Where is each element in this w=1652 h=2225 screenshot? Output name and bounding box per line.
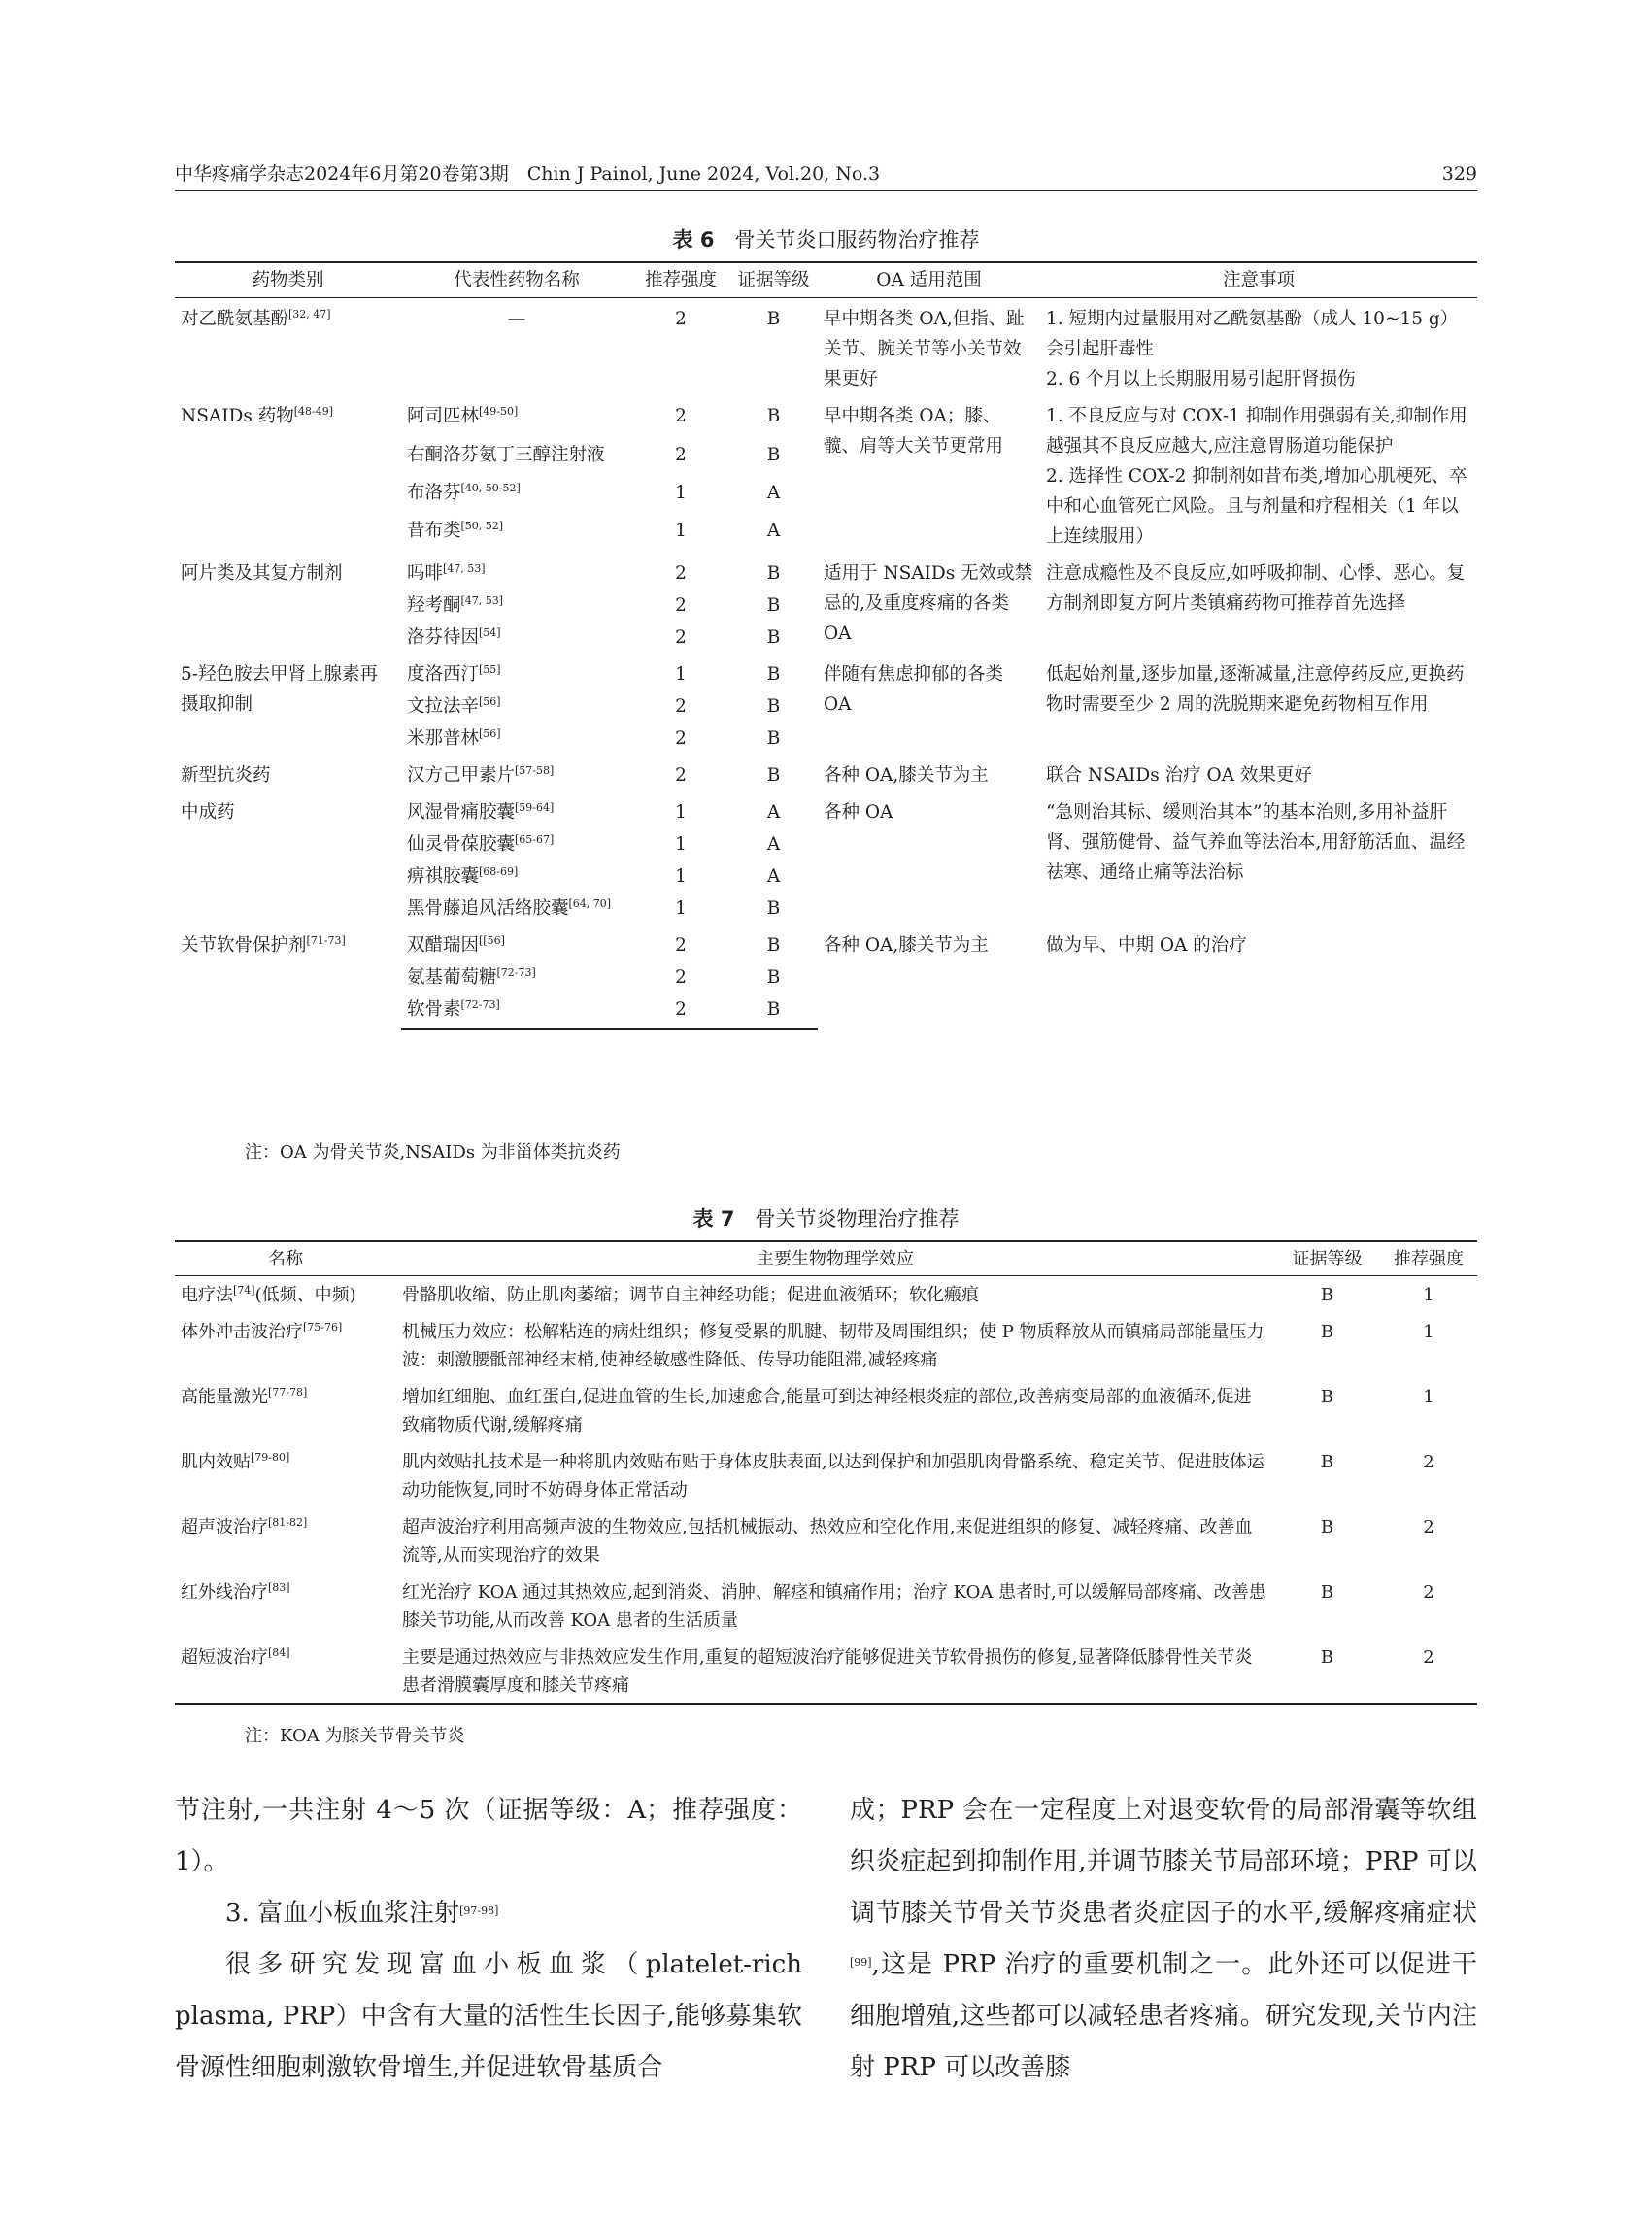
evidence-grade: B	[1320, 1452, 1334, 1472]
recommendation-strength: 2	[675, 444, 687, 465]
recommendation-strength: 2	[675, 309, 687, 329]
recommendation-strength: 2	[1423, 1452, 1434, 1472]
drug-name: 度洛西汀[55]	[407, 663, 501, 685]
drug-category: NSAIDs 药物[48-49]	[181, 405, 334, 426]
table6-caption	[175, 225, 1477, 254]
table6-header-row	[175, 262, 1477, 298]
drug-name: 吗啡[47, 53]	[407, 562, 486, 584]
table7-header-row	[175, 1241, 1477, 1276]
table7-row	[175, 1573, 1477, 1638]
evidence-grade: B	[766, 664, 781, 685]
biophysical-effect: 增加红细胞、血红蛋白,促进血管的生长,加速愈合,能量可到达神经根炎症的部位,改善病变局部的血液循环,促进致痛物质代谢,缓解疼痛	[402, 1387, 1252, 1435]
drug-name: 风湿骨痛胶囊[59-64]	[407, 801, 555, 823]
evidence-grade: A	[766, 802, 781, 823]
drug-name: 汉方己甲素片[57-58]	[407, 764, 555, 786]
table7-col-header: 名称	[175, 1241, 396, 1276]
evidence-grade: A	[766, 482, 781, 503]
table6-col-header: 代表性药物名称	[401, 262, 632, 298]
evidence-grade: B	[766, 696, 781, 717]
recommendation-strength: 2	[632, 994, 729, 1029]
drug-name: 右酮洛芬氨丁三醇注射液	[407, 444, 605, 465]
recommendation-strength: 1	[675, 898, 687, 919]
evidence-grade: A	[766, 834, 781, 855]
evidence-grade: B	[766, 967, 781, 988]
table6-title: 骨关节炎口服药物治疗推荐	[734, 228, 980, 252]
drug-name: 洛芬待因[54]	[407, 626, 501, 648]
page-number: 329	[1441, 163, 1477, 185]
recommendation-strength: 2	[675, 728, 687, 749]
evidence-grade: B	[766, 595, 781, 616]
running-head	[175, 161, 1477, 191]
table6-body	[175, 298, 1477, 1030]
journal-citation: 中华疼痛学杂志2024年6月第20卷第3期 Chin J Painol, June 2024, Vol.20, No.3	[175, 163, 881, 185]
drug-name: 羟考酮[47, 53]	[407, 594, 504, 616]
oa-scope: 早中期各类 OA,但指、趾关节、腕关节等小关节效果更好	[824, 309, 1025, 389]
recommendation-strength: 2	[675, 935, 687, 956]
table7-row	[175, 1313, 1477, 1378]
body-left-column	[175, 1785, 802, 2094]
evidence-grade: B	[1320, 1517, 1334, 1537]
therapy-name: 红外线治疗[83]	[181, 1581, 290, 1602]
body-paragraph: 很多研究发现富血小板血浆（platelet-rich plasma, PRP）中含有大量的活性生长因子,能够募集软骨源性细胞刺激软骨增生,并促进软骨基质合	[175, 1950, 802, 2082]
drug-name: 痹祺胶囊[68-69]	[407, 865, 519, 887]
evidence-grade: B	[766, 627, 781, 648]
drug-name: 黑骨藤追风活络胶囊[64, 70]	[407, 897, 612, 919]
drug-name: 仙灵骨葆胶囊[65-67]	[407, 833, 555, 855]
recommendation-strength: 2	[1423, 1582, 1434, 1602]
table7-note: 注：KOA 为膝关节骨关节炎	[245, 1726, 465, 1746]
evidence-grade: B	[766, 765, 781, 786]
biophysical-effect: 肌内效贴扎技术是一种将肌内效贴布贴于身体皮肤表面,以达到保护和加强肌肉骨骼系统、稳定关节、促进肢体运动功能恢复,同时不妨碍身体正常活动	[402, 1452, 1264, 1500]
therapy-name: 超声波治疗[81-82]	[181, 1516, 308, 1537]
recommendation-strength: 2	[1380, 1638, 1477, 1704]
precautions: 低起始剂量,逐步加量,逐渐减量,注意停药反应,更换药物时需要至少 2 周的洗脱期来避免药物相互作用	[1046, 664, 1465, 715]
recommendation-strength: 2	[675, 595, 687, 616]
precautions: 1. 短期内过量服用对乙酰氨基酚（成人 10~15 g）会引起肝毒性 2. 6 个月以上长期服用易引起肝肾损伤	[1046, 309, 1459, 389]
recommendation-strength: 1	[1423, 1387, 1434, 1407]
table7-row	[175, 1276, 1477, 1314]
table6-col-header: OA 适用范围	[818, 262, 1040, 298]
table6-col-header: 药物类别	[175, 262, 401, 298]
drug-name: 双醋瑞因[[56]	[407, 934, 505, 956]
drug-category: 5-羟色胺去甲肾上腺素再摄取抑制	[181, 664, 379, 715]
body-paragraph: 节注射,一共注射 4～5 次（证据等级：A；推荐强度：1）。	[175, 1796, 802, 1876]
drug-name: 米那普林[56]	[407, 727, 501, 749]
table6-col-header: 证据等级	[729, 262, 818, 298]
recommendation-strength: 2	[675, 696, 687, 717]
drug-category: 新型抗炎药	[181, 765, 271, 786]
evidence-grade: B	[1320, 1322, 1334, 1342]
table6-row	[175, 925, 1477, 961]
drug-name: 布洛芬[40, 50-52]	[407, 481, 521, 503]
oa-scope: 早中期各类 OA；膝、髋、肩等大关节更常用	[824, 406, 1004, 456]
drug-category: 关节软骨保护剂[71-73]	[181, 934, 346, 956]
recommendation-strength: 1	[675, 664, 687, 685]
evidence-grade: A	[766, 520, 781, 541]
biophysical-effect: 红光治疗 KOA 通过其热效应,起到消炎、消肿、解痉和镇痛作用；治疗 KOA 患者时,可以缓解局部疼痛、改善患膝关节功能,从而改善 KOA 患者的生活质量	[402, 1582, 1266, 1631]
table6-note: 注：OA 为骨关节炎,NSAIDs 为非甾体类抗炎药	[245, 1142, 621, 1163]
table6-col-header: 注意事项	[1040, 262, 1477, 298]
table6-row	[175, 755, 1477, 792]
table7-col-header: 主要生物物理学效应	[396, 1241, 1274, 1276]
table6-row	[175, 298, 1477, 396]
evidence-grade: B	[729, 994, 818, 1029]
drug-name: 文拉法辛[56]	[407, 695, 501, 717]
oa-scope: 各种 OA,膝关节为主	[824, 935, 989, 956]
table7-col-header: 证据等级	[1274, 1241, 1380, 1276]
recommendation-strength: 2	[1423, 1517, 1434, 1537]
table7-title: 骨关节炎物理治疗推荐	[755, 1207, 960, 1230]
recommendation-strength: 2	[675, 765, 687, 786]
therapy-name: 电疗法[74](低频、中频)	[181, 1284, 356, 1305]
table7-row	[175, 1508, 1477, 1573]
body-right-column	[850, 1785, 1477, 2094]
recommendation-strength: 1	[1423, 1322, 1434, 1342]
recommendation-strength: 1	[675, 482, 687, 503]
biophysical-effect: 主要是通过热效应与非热效应发生作用,重复的超短波治疗能够促进关节软骨损伤的修复,显著降低膝骨性关节炎患者滑膜囊厚度和膝关节疼痛	[396, 1638, 1274, 1704]
drug-name: 昔布类[50, 52]	[407, 519, 504, 541]
table6-row	[175, 553, 1477, 590]
precautions: 联合 NSAIDs 治疗 OA 效果更好	[1046, 765, 1312, 786]
drug-category: 对乙酰氨基酚[32, 47]	[181, 308, 331, 329]
biophysical-effect: 机械压力效应：松解粘连的病灶组织；修复受累的肌腱、韧带及周围组织；使 P 物质释放从而镇痛局部能量压力波：刺激腰骶部神经末梢,使神经敏感性降低、传导功能阻滞,减轻疼痛	[402, 1322, 1264, 1370]
evidence-grade: B	[766, 563, 781, 584]
table7-row	[175, 1378, 1477, 1443]
recommendation-strength: 1	[675, 866, 687, 887]
precautions: 1. 不良反应与对 COX-1 抑制作用强弱有关,抑制作用越强其不良反应越大,应注意胃肠道功能保护 2. 选择性 COX-2 抑制剂如昔布类,增加心肌梗死、卒中和心血管死亡风险。且与剂量和疗程相关（1 年以上连续服用）	[1046, 406, 1467, 547]
evidence-grade: B	[1320, 1387, 1334, 1407]
drug-name: 阿司匹林[49-50]	[407, 405, 519, 426]
recommendation-strength: 2	[675, 967, 687, 988]
evidence-grade: B	[766, 898, 781, 919]
drug-category: 中成药	[181, 802, 235, 823]
oa-scope: 适用于 NSAIDs 无效或禁忌的,及重度疼痛的各类 OA	[824, 563, 1033, 644]
recommendation-strength: 2	[675, 563, 687, 584]
table6-label: 表 6	[672, 228, 715, 252]
body-paragraph: 成；PRP 会在一定程度上对退变软骨的局部滑囊等软组织炎症起到抑制作用,并调节膝关节局部环境；PRP 可以调节膝关节骨关节炎患者炎症因子的水平,缓解疼痛症状[99],这是 PRP 治疗的重要机制之一。此外还可以促进干细胞增殖,这些都可以减轻患者疼痛。研究发现,关节内注射 PRP 可以改善膝	[850, 1796, 1477, 2082]
table6-row	[175, 654, 1477, 691]
recommendation-strength: 1	[675, 520, 687, 541]
table6-col-header: 推荐强度	[632, 262, 729, 298]
biophysical-effect: 超声波治疗利用高频声波的生物效应,包括机械振动、热效应和空化作用,来促进组织的修复、减轻疼痛、改善血流等,从而实现治疗的效果	[402, 1517, 1253, 1566]
evidence-grade: B	[1320, 1285, 1334, 1305]
evidence-grade: B	[766, 309, 781, 329]
recommendation-strength: 1	[1423, 1285, 1434, 1305]
evidence-grade: B	[1320, 1582, 1334, 1602]
precautions: 注意成瘾性及不良反应,如呼吸抑制、心悸、恶心。复方制剂即复方阿片类镇痛药物可推荐首先选择	[1046, 563, 1466, 614]
drug-category: 阿片类及其复方制剂	[181, 563, 343, 584]
biophysical-effect: 骨骼肌收缩、防止肌肉萎缩；调节自主神经功能；促进血液循环；软化瘢痕	[402, 1285, 979, 1305]
table7-col-header: 推荐强度	[1380, 1241, 1477, 1276]
therapy-name: 高能量激光[77-78]	[181, 1386, 308, 1407]
evidence-grade: B	[1274, 1638, 1380, 1704]
table7-body	[175, 1276, 1477, 1705]
table7-row	[175, 1443, 1477, 1508]
therapy-name: 超短波治疗[84]	[175, 1638, 396, 1704]
drug-name: —	[507, 309, 526, 329]
section-heading: 3. 富血小板血浆注射[97-98]	[225, 1899, 499, 1928]
precautions: “急则治其标、缓则治其本”的基本治则,多用补益肝肾、强筋健骨、益气养血等法治本,用舒筋活血、温经祛寒、通络止痛等法治标	[1046, 802, 1466, 883]
recommendation-strength: 1	[675, 834, 687, 855]
oa-scope: 各种 OA,膝关节为主	[824, 765, 989, 786]
table6-row	[175, 792, 1477, 828]
table7-row	[175, 1638, 1477, 1704]
table7-label: 表 7	[692, 1207, 735, 1230]
table6-row	[175, 395, 1477, 439]
recommendation-strength: 1	[675, 802, 687, 823]
table7	[175, 1240, 1477, 1705]
oa-scope: 伴随有焦虑抑郁的各类 OA	[824, 664, 1004, 715]
recommendation-strength: 2	[675, 627, 687, 648]
evidence-grade: B	[766, 728, 781, 749]
recommendation-strength: 2	[675, 406, 687, 426]
oa-scope: 各种 OA	[824, 802, 893, 823]
evidence-grade: B	[766, 935, 781, 956]
table6	[175, 261, 1477, 1030]
therapy-name: 肌内效贴[79-80]	[181, 1451, 290, 1472]
table7-caption	[175, 1204, 1477, 1233]
evidence-grade: B	[766, 406, 781, 426]
precautions: 做为早、中期 OA 的治疗	[1046, 935, 1247, 956]
drug-name: 氨基葡萄糖[72-73]	[407, 966, 536, 988]
drug-name: 软骨素[72-73]	[401, 994, 632, 1029]
evidence-grade: B	[766, 444, 781, 465]
therapy-name: 体外冲击波治疗[75-76]	[181, 1321, 343, 1342]
evidence-grade: A	[766, 866, 781, 887]
